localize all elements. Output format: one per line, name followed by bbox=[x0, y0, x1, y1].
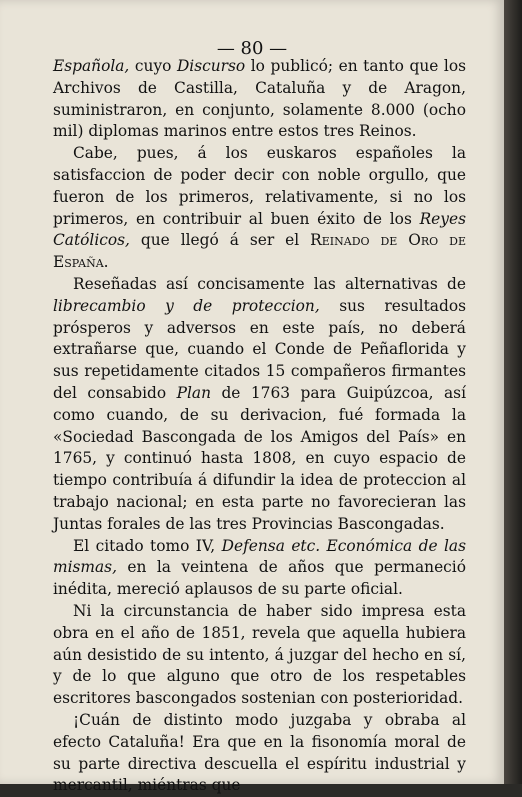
paragraph-3 bbox=[53, 274, 466, 536]
text-run: Reseñadas así concisamente las alternativas de bbox=[73, 274, 466, 293]
text-run: lo publicó; en tanto que los Archivos de Castilla, Cataluña y de Aragon, suministraron, en conjunto, solamente 8.000 (ocho mil) diplomas marinos entre estos tres Reinos. bbox=[53, 57, 466, 141]
paragraph-2 bbox=[53, 143, 466, 274]
paragraph-4 bbox=[53, 536, 466, 601]
small-caps-text: Reinado de Oro de España. bbox=[53, 231, 466, 272]
text-run: cuyo bbox=[129, 57, 177, 75]
text-run: Cabe, pues, á los euskaros españoles la satisfaccion de poder decir con noble orgullo, que fueron de los primeros, relativamente, si no los primeros, en contribuir al buen éxito de los bbox=[53, 144, 466, 228]
italic-text: Española, bbox=[53, 57, 130, 75]
italic-text: librecambio y de proteccion, bbox=[53, 296, 320, 315]
page-number: — 80 — bbox=[216, 38, 288, 59]
italic-text: Reyes Católicos, bbox=[53, 209, 466, 250]
italic-text: Discurso bbox=[176, 57, 246, 75]
text-run: ¡Cuán de distinto modo juzgaba y obraba al efecto Cataluña! Era que en la fisonomía moral de su parte directiva descuella el espíritu industrial y mercantil, miéntras que bbox=[53, 710, 466, 795]
body-text bbox=[53, 56, 466, 797]
paragraph-5 bbox=[53, 601, 466, 710]
paragraph-1 bbox=[53, 56, 466, 143]
italic-text: Plan bbox=[176, 383, 211, 402]
text-run: de 1763 para Guipúzcoa, así como cuando, de su derivacion, fué formada la «Sociedad Bascongada de los Amigos del País» en 1765, y continuó hasta 1808, en cuyo espacio de tiempo contribuía á difundir la idea de proteccion al trabajo nacional; en esta parte no favorecieran las Juntas forales de las tres Provincias Bascongadas. bbox=[53, 383, 466, 533]
text-run: Ni la circunstancia de haber sido impresa esta obra en el año de 1851, revela que aquella hubiera aún desistido de su intento, á juzgar del hecho en sí, y de lo que alguno que otro de los respetables escritores bascongados sostenian con posterioridad. bbox=[53, 601, 466, 708]
text-run: El citado tomo IV, bbox=[73, 536, 222, 555]
text-run: sus resultados prósperos y adversos en este país, no deberá extrañarse que, cuando el Conde de Peñaflorida y sus repetidamente citados 15 compañeros firmantes del consabido bbox=[53, 296, 466, 402]
italic-text: Defensa etc. Económica de las mismas, bbox=[53, 536, 466, 577]
text-run: que llegó á ser el bbox=[129, 231, 311, 250]
text-run: en la veintena de años que permaneció inédita, mereció aplausos de su parte oficial. bbox=[53, 558, 466, 599]
book-gutter-edge bbox=[504, 0, 522, 784]
